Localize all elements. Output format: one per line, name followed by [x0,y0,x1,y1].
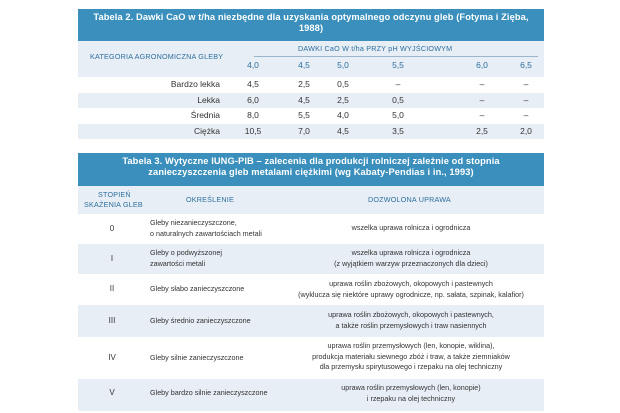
dose-value: – [479,110,485,120]
table-row [78,93,544,109]
degree-header: STOPIEŃ [98,190,131,199]
dose-value: 0,5 [392,94,404,105]
soil-category: Ciężka [194,125,220,136]
definition-text: Gleby bardzo silnie zanieczyszczone [150,388,268,397]
use-text: uprawa roślin zbożowych, okopowych i pastewnych [329,279,493,288]
dose-value: 6,0 [247,94,259,105]
ph-header: 6,5 [520,60,532,70]
dose-value: 2,5 [476,125,488,136]
ph-header: 4,0 [247,60,259,70]
degree-header: SKAŻENIA GLEB [84,200,143,209]
table-3 [78,153,544,411]
dose-value: 4,0 [337,110,349,120]
use-cell [286,248,536,269]
use-text: a także roślin przemysłowych i traw nasiennych [335,320,487,330]
definition-text: Gleby silnie zanieczyszczone [150,353,244,362]
dose-value: 4,5 [298,94,310,105]
dose-value: 7,0 [298,125,310,136]
dose-value: 0,5 [337,79,349,89]
dose-value: 4,5 [337,125,349,136]
definition-cell [150,316,270,327]
table-row [78,379,544,411]
table-2 [78,9,544,139]
table-row [78,305,544,337]
definition-text: Gleby niezanieczyszczone, [150,218,237,227]
table-row [78,124,544,140]
definition-cell [150,284,270,295]
ph-header: 4,5 [298,60,310,70]
table-2-title: Tabela 2. Dawki CaO w t/ha niezbędne dla uzyskania optymalnego odczynu gleb (Fotyma i Zięba, 1988) [78,9,544,41]
degree-value: I [110,254,114,263]
dose-value: 10,5 [244,125,262,136]
use-text: uprawa roślin zbożowych, okopowych i pastewnych, [328,310,494,319]
use-header: DOZWOLONA UPRAWA [368,195,451,204]
definition-cell [150,353,270,364]
degree-value: 0 [109,224,115,233]
use-text: wszelka uprawa rolnicza i ogrodnicza [351,248,471,257]
ph-header: 5,5 [392,60,404,70]
table-3-header [78,186,544,214]
dose-value: – [479,94,485,105]
definition-text: Gleby średnio zanieczyszczone [150,316,251,325]
dose-value: – [523,110,529,120]
definition-text: o naturalnych zawartościach metali [150,228,262,238]
dose-header: DAWKI CaO W t/ha PRZY pH WYJŚCIOWYM [298,44,453,53]
use-text: (z wyjątkiem warzyw przeznaczonych dla dzieci) [334,258,488,268]
definition-header: OKREŚLENIE [186,195,234,204]
definition-text: zawartości metali [150,258,206,268]
dose-value: – [479,79,485,89]
soil-category: Średnia [190,110,220,120]
table-row [78,244,544,274]
degree-value: III [108,316,116,325]
dose-value: 4,5 [247,79,259,89]
use-text: (wykluczа się niektóre uprawy ogrodnicze, np. sałata, szpinak, kalafior) [298,289,524,299]
dose-value: 3,5 [392,125,404,136]
definition-cell [150,248,270,269]
degree-value: IV [108,353,116,362]
definition-cell [150,218,270,239]
definition-text: Gleby słabo zanieczyszczone [150,284,245,293]
dose-value: 5,5 [298,110,310,120]
use-text: i rzepaku na olej techniczny [366,393,456,403]
degree-value: II [109,284,115,293]
table-row [78,274,544,305]
dose-value: 2,5 [298,79,310,89]
dose-value: 8,0 [247,110,259,120]
dose-value: 2,5 [337,94,349,105]
ph-header: 5,0 [337,60,349,70]
use-cell [286,223,536,234]
definition-text: Gleby o podwyższonej [150,248,222,257]
use-text: uprawa roślin przemysłowych (len, konopie, wiklina), [327,341,495,350]
use-text: produkcja materiału siewnego zbóż i traw, a także ziemniaków [312,351,510,361]
dose-value: – [523,79,529,89]
use-text: dla przemysłu spirytusowego i rzepaku na olej techniczny [319,362,503,371]
dose-value: 5,0 [392,110,404,120]
use-text: uprawa roślin przemysłowych (len, konopie) [341,383,481,392]
table-row [78,108,544,124]
use-cell [286,383,536,404]
category-header: KATEGORIA AGRONOMICZNA GLEBY [90,52,224,61]
table-3-title: Tabela 3. Wytyczne IUNG-PIB – zalecenia dla produkcji rolniczej zależnie od stopnia zanieczyszczenia gleb metalami ciężkimi (wg Kabaty-Pendias i in., 1993) [78,153,544,186]
table-row [78,337,544,379]
use-text: wszelka uprawa rolnicza i ogrodnicza [351,223,471,232]
use-cell [286,310,536,331]
header-divider [254,56,538,57]
table-2-header [78,41,544,77]
dose-value: 2,0 [520,125,532,136]
dose-value: – [395,79,401,89]
table-row [78,214,544,244]
dose-value: – [523,94,529,105]
soil-category: Lekka [197,94,220,105]
definition-cell [150,388,270,399]
table-row [78,77,544,93]
degree-value: V [109,388,115,397]
use-cell [286,341,536,373]
ph-header: 6,0 [476,60,488,70]
use-cell [286,279,536,300]
soil-category: Bardzo lekka [170,79,220,89]
